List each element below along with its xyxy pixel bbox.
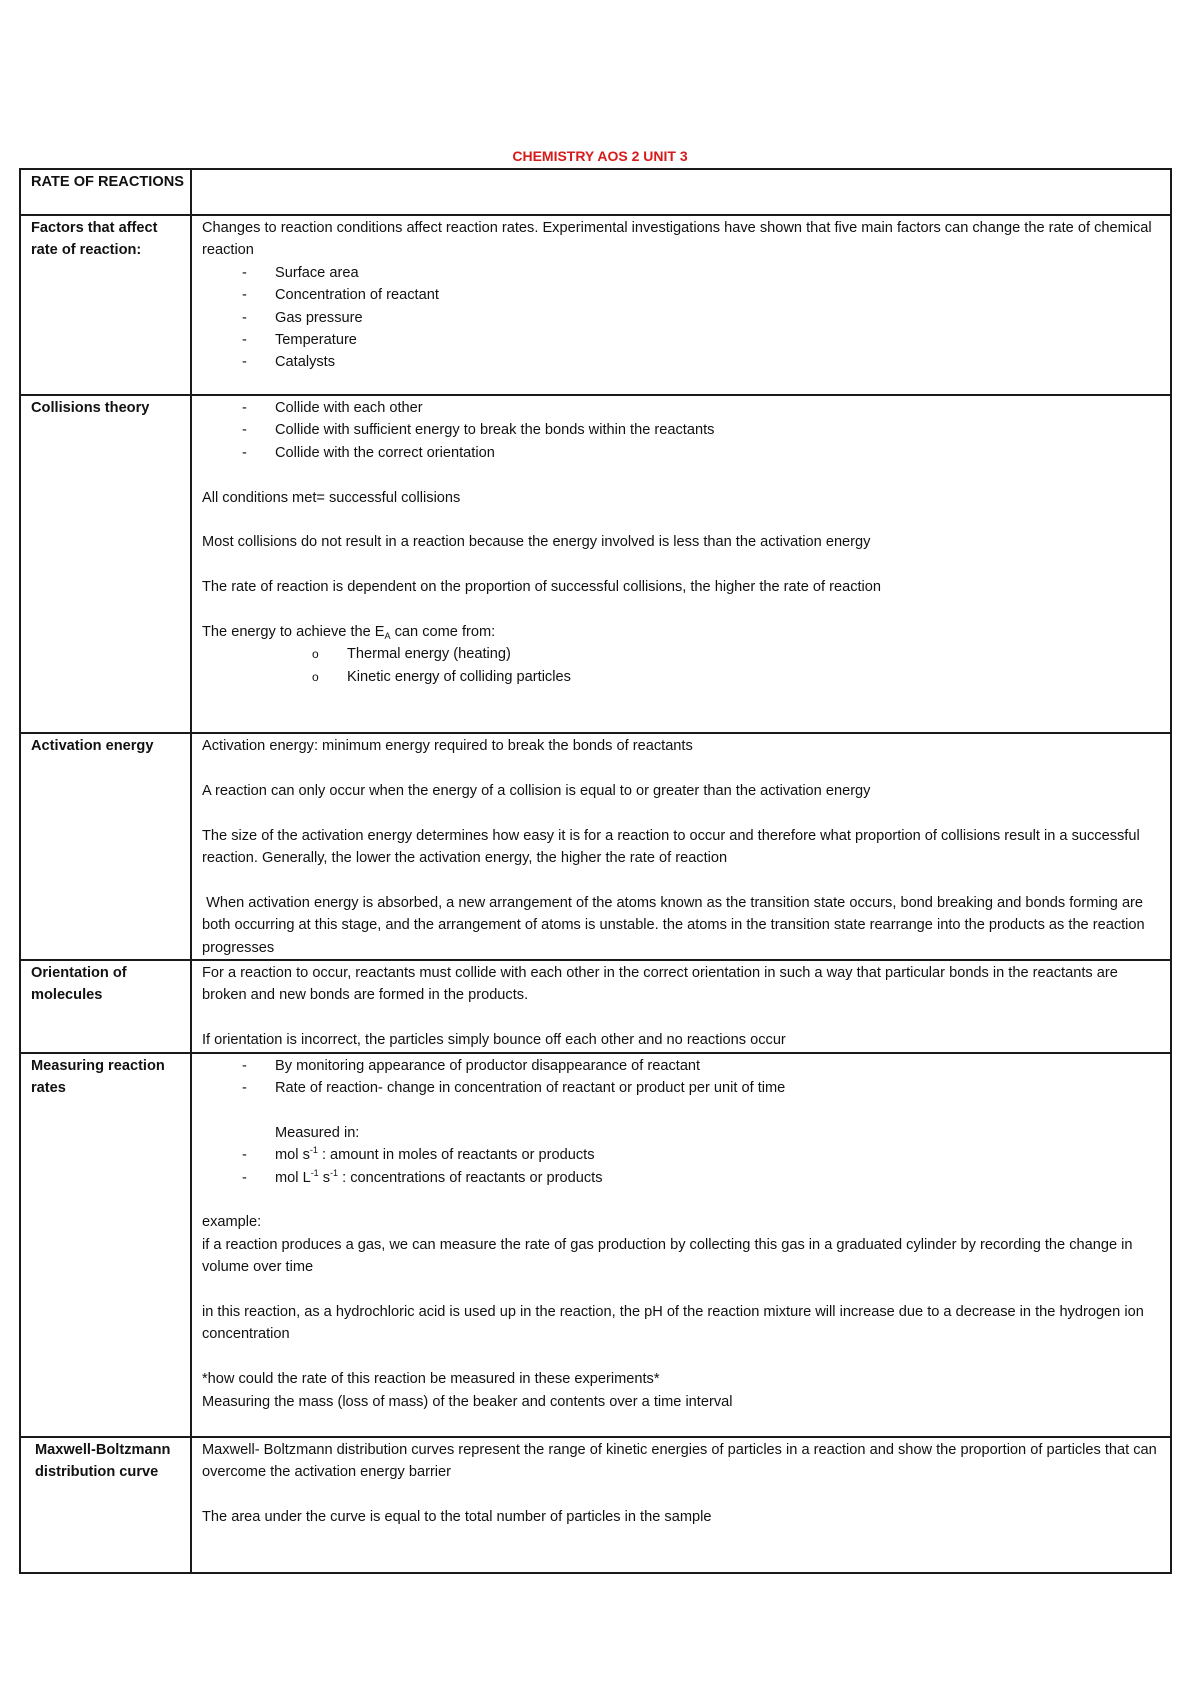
content-activation [191,733,1171,960]
example-2: in this reaction, as a hydrochloric acid is used up in the reaction, the pH of the reaction mixture will increase due to a decrease in the hydrogen ion concentration [202,1304,1144,1343]
ea-subscript: A [384,631,391,641]
list-item: - Temperature [202,329,1160,351]
orientation-p1: For a reaction to occur, reactants must collide with each other in the correct orientation in such a way that particular bonds in the reactants are broken and new bonds are formed in the products. [202,965,1118,1004]
list-item [202,1144,1160,1166]
label-measuring: Measuring reaction rates [20,1053,191,1437]
row-collisions [20,395,1171,733]
row-activation [20,733,1171,960]
collisions-p4-text: The energy to achieve the E [202,624,385,640]
list-item: o Kinetic energy of colliding particles [202,666,1160,688]
label-activation: Activation energy [20,733,191,960]
list-item [202,1167,1160,1189]
list-item: - Rate of reaction- change in concentration of reactant or product per unit of time [202,1077,1160,1099]
unit2-mid: s [318,1169,331,1186]
label-orientation: Orientation of molecules [20,960,191,1053]
activation-p2: A reaction can only occur when the energy of a collision is equal to or greater than the activation energy [202,782,871,799]
content-measuring [191,1053,1171,1437]
activation-p3: The size of the activation energy determines how easy it is for a reaction to occur and therefore what proportion of collisions result in a successful reaction. Generally, the lower the activation energy, the higher the rate of reaction [202,827,1140,866]
list-item: - Gas pressure [202,307,1160,329]
question: *how could the rate of this reaction be measured in these experiments* [202,1371,660,1388]
example-label: example: [202,1214,262,1231]
activation-p1: Activation energy: minimum energy required to break the bonds of reactants [202,738,693,754]
row-factors [20,215,1171,395]
list-item: - Catalysts [202,351,1160,373]
list-item: - Collide with sufficient energy to break the bonds within the reactants [202,419,1160,441]
collisions-p4 [202,621,1160,643]
unit2-desc: : concentrations of reactants or products [338,1169,603,1186]
list-item: - Surface area [202,262,1160,284]
content-maxwell [191,1437,1171,1573]
unit1-sup: -1 [309,1145,318,1156]
content-orientation [191,960,1171,1053]
content-factors [191,215,1171,395]
list-item: o Thermal energy (heating) [202,643,1160,665]
maxwell-p1: Maxwell- Boltzmann distribution curves represent the range of kinetic energies of particles in a reaction and show the proportion of particles that can overcome the activation energy barrier [202,1441,1157,1481]
maxwell-p2: The area under the curve is equal to the total number of particles in the sample [202,1508,712,1525]
label-collisions: Collisions theory [20,395,191,733]
orientation-p2: If orientation is incorrect, the particles simply bounce off each other and no reactions occur [202,1032,786,1049]
list-item: - Collide with each other [202,397,1160,419]
list-item: - By monitoring appearance of productor disappearance of reactant [202,1055,1160,1077]
collisions-p2: Most collisions do not result in a reaction because the energy involved is less than the activation energy [202,534,871,551]
content-rate-of-reactions [191,169,1171,215]
row-maxwell [20,1437,1171,1573]
collisions-p1: All conditions met= successful collisions [202,489,461,506]
unit2-sup1: -1 [310,1167,319,1178]
label-rate-of-reactions: RATE OF REACTIONS [20,169,191,215]
collisions-p4-end: can come from: [390,624,496,640]
row-orientation [20,960,1171,1053]
answer: Measuring the mass (loss of mass) of the beaker and contents over a time interval [202,1393,733,1410]
row-rate-of-reactions [20,169,1171,215]
list-item: - Collide with the correct orientation [202,442,1160,464]
unit2-text: mol L [275,1169,311,1186]
document-title: CHEMISTRY AOS 2 UNIT 3 [512,148,688,164]
label-factors: Factors that affect rate of reaction: [20,215,191,395]
row-measuring [20,1053,1171,1437]
unit1-text: mol s [275,1147,310,1164]
activation-p4: When activation energy is absorbed, a new arrangement of the atoms known as the transition state occurs, bond breaking and bonds forming are both occurring at this stage, and the arrangement of atoms is unstable. the atoms in the transition state rearrange into the products as the reaction progresses [202,894,1149,956]
collisions-p3: The rate of reaction is dependent on the proportion of successful collisions, the higher the rate of reaction [202,579,882,596]
label-maxwell: Maxwell-Boltzmann distribution curve [20,1437,191,1573]
content-collisions [191,395,1171,733]
unit2-sup2: -1 [330,1167,339,1178]
example-1: if a reaction produces a gas, we can measure the rate of gas production by collecting this gas in a graduated cylinder by recording the change in volume over time [202,1236,1133,1276]
measured-in: Measured in: [275,1124,360,1141]
factors-intro: Changes to reaction conditions affect reaction rates. Experimental investigations have shown that five main factors can change the rate of chemical reaction [202,220,1152,259]
unit1-desc: : amount in moles of reactants or products [317,1147,595,1164]
notes-table [19,168,1172,1574]
list-item: - Concentration of reactant [202,284,1160,306]
